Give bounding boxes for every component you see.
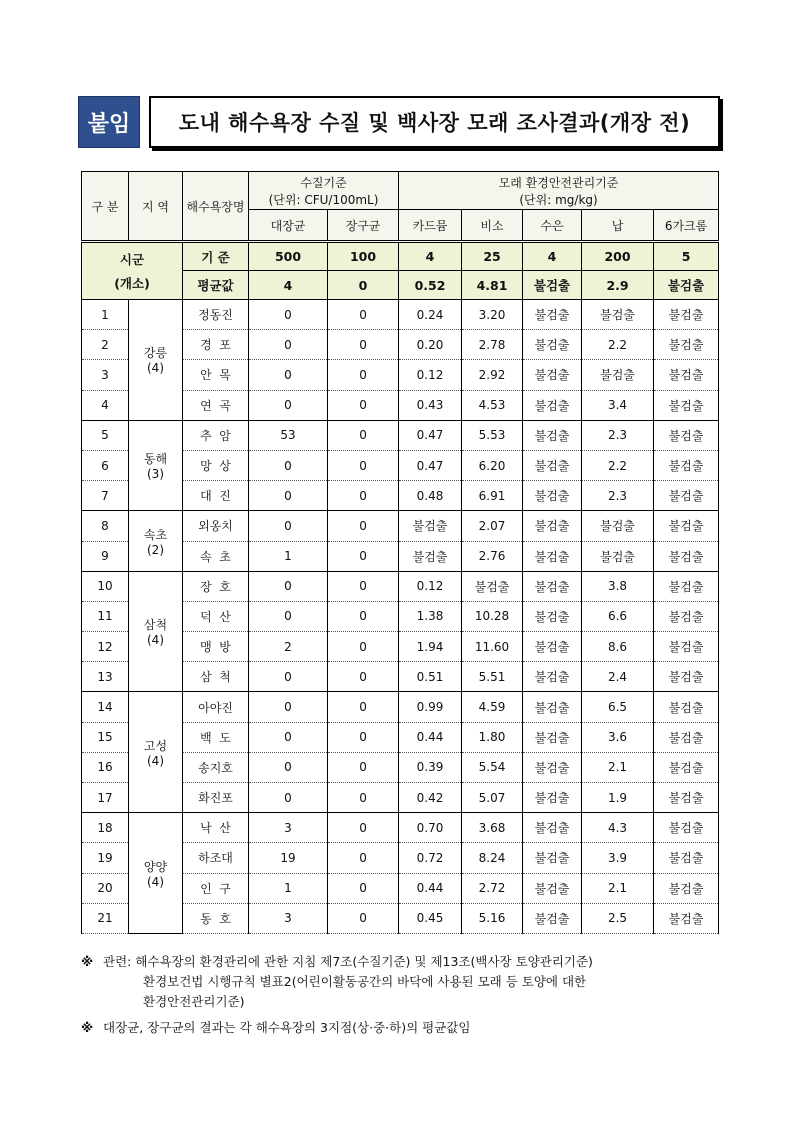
footnotes: [81, 952, 721, 1038]
row-value: 불검출: [523, 360, 582, 390]
row-no: 10: [82, 571, 129, 601]
row-value: 0: [328, 632, 399, 662]
row-value: 6.6: [582, 601, 654, 631]
header-col: 장구균: [328, 210, 399, 242]
row-no: 6: [82, 450, 129, 480]
beach-name: 연 곡: [183, 390, 249, 420]
region-name: 강릉: [143, 346, 168, 361]
row-value: 불검출: [523, 752, 582, 782]
row-value: 불검출: [582, 541, 654, 571]
row-no: 3: [82, 360, 129, 390]
footnote-1-line2: 환경보건법 시행규칙 별표2(어린이활동공간의 바닥에 사용된 모래 등 토양에 대한: [143, 974, 587, 989]
row-value: 불검출: [654, 662, 719, 692]
average-value: 4: [249, 271, 328, 300]
standard-value: 25: [462, 242, 523, 271]
row-value: 0.47: [399, 450, 462, 480]
row-value: 5.51: [462, 662, 523, 692]
row-value: 불검출: [654, 813, 719, 843]
row-value: 불검출: [654, 843, 719, 873]
row-value: 불검출: [654, 541, 719, 571]
row-value: 불검출: [523, 300, 582, 330]
region-cell: [129, 692, 183, 813]
beach-name: 인 구: [183, 873, 249, 903]
header-beach: 해수욕장명: [183, 172, 249, 242]
row-value: 2.3: [582, 420, 654, 450]
row-value: 불검출: [523, 450, 582, 480]
row-value: 0: [328, 541, 399, 571]
row-no: 7: [82, 481, 129, 511]
average-value: 불검출: [654, 271, 719, 300]
row-value: 불검출: [523, 420, 582, 450]
row-value: 6.20: [462, 450, 523, 480]
table-row: [82, 571, 719, 601]
row-value: 2.2: [582, 450, 654, 480]
row-value: 0: [328, 813, 399, 843]
row-value: 0.12: [399, 360, 462, 390]
footnote-2: [81, 1018, 721, 1038]
row-value: 0: [328, 390, 399, 420]
row-value: 0: [328, 481, 399, 511]
header-col: 납: [582, 210, 654, 242]
row-value: 6.5: [582, 692, 654, 722]
region-count: (4): [147, 753, 164, 768]
row-value: 2.1: [582, 873, 654, 903]
row-no: 21: [82, 903, 129, 933]
beach-name: 낙 산: [183, 813, 249, 843]
row-value: 2.1: [582, 752, 654, 782]
standard-value: 5: [654, 242, 719, 271]
row-value: 8.24: [462, 843, 523, 873]
header-no: 구 분: [82, 172, 129, 242]
row-value: 3.6: [582, 722, 654, 752]
table-row: [82, 300, 719, 330]
row-value: 0: [249, 783, 328, 813]
standard-value: 100: [328, 242, 399, 271]
row-value: 0: [249, 390, 328, 420]
row-value: 0.44: [399, 722, 462, 752]
beach-name: 덕 산: [183, 601, 249, 631]
row-value: 11.60: [462, 632, 523, 662]
row-value: 불검출: [399, 511, 462, 541]
row-value: 0.44: [399, 873, 462, 903]
row-value: 불검출: [654, 722, 719, 752]
row-value: 불검출: [654, 632, 719, 662]
row-value: 2.76: [462, 541, 523, 571]
table-row: [82, 813, 719, 843]
row-value: 2.4: [582, 662, 654, 692]
header-col: 비소: [462, 210, 523, 242]
row-value: 불검출: [654, 873, 719, 903]
row-no: 12: [82, 632, 129, 662]
footnote-1-line3: 환경안전관리기준): [143, 994, 245, 1009]
beach-name: 경 포: [183, 330, 249, 360]
average-value: 0.52: [399, 271, 462, 300]
row-value: 0: [249, 722, 328, 752]
row-value: 불검출: [654, 390, 719, 420]
row-value: 2.5: [582, 903, 654, 933]
table-row: [82, 511, 719, 541]
standard-label: 기 준: [183, 242, 249, 271]
row-value: 불검출: [654, 300, 719, 330]
row-value: 불검출: [523, 481, 582, 511]
beach-name: 안 목: [183, 360, 249, 390]
region-name: 고성: [143, 738, 168, 753]
water-group-title: 수질기준: [300, 175, 347, 190]
row-value: 0: [249, 752, 328, 782]
row-no: 8: [82, 511, 129, 541]
region-cell: [129, 300, 183, 421]
row-value: 0.42: [399, 783, 462, 813]
region-count: (4): [147, 874, 164, 889]
row-value: 0.20: [399, 330, 462, 360]
beach-name: 송지호: [183, 752, 249, 782]
beach-name: 정동진: [183, 300, 249, 330]
region-name: 속초: [143, 527, 168, 542]
sand-group-title: 모래 환경안전관리기준: [498, 175, 619, 190]
row-value: 불검출: [523, 843, 582, 873]
row-value: 0.24: [399, 300, 462, 330]
row-no: 20: [82, 873, 129, 903]
row-value: 불검출: [523, 692, 582, 722]
row-value: 4.3: [582, 813, 654, 843]
row-no: 15: [82, 722, 129, 752]
row-no: 19: [82, 843, 129, 873]
row-value: 0: [328, 571, 399, 601]
region-count: (2): [147, 542, 164, 557]
attachment-tag: 붙임: [78, 96, 140, 148]
row-value: 0.39: [399, 752, 462, 782]
row-value: 0: [328, 662, 399, 692]
header-col: 수은: [523, 210, 582, 242]
row-value: 불검출: [654, 783, 719, 813]
row-no: 5: [82, 420, 129, 450]
row-value: 5.53: [462, 420, 523, 450]
note-mark: ※: [81, 954, 94, 969]
header-col: 6가크롬: [654, 210, 719, 242]
average-value: 0: [328, 271, 399, 300]
beach-name: 대 진: [183, 481, 249, 511]
region-name: 삼척: [143, 618, 168, 633]
region-cell: [129, 813, 183, 934]
row-value: 2.07: [462, 511, 523, 541]
row-value: 불검출: [523, 330, 582, 360]
beach-name: 맹 방: [183, 632, 249, 662]
row-value: 3: [249, 903, 328, 933]
row-value: 0.51: [399, 662, 462, 692]
region-count: (4): [147, 633, 164, 648]
row-value: 불검출: [654, 330, 719, 360]
beach-name: 아야진: [183, 692, 249, 722]
region-cell: [129, 571, 183, 692]
row-value: 1: [249, 541, 328, 571]
row-value: 0: [249, 662, 328, 692]
row-no: 1: [82, 300, 129, 330]
row-value: 0: [328, 722, 399, 752]
region-name: 동해: [143, 452, 168, 467]
row-value: 2.92: [462, 360, 523, 390]
row-value: 0: [328, 903, 399, 933]
row-value: 6.91: [462, 481, 523, 511]
average-value: 4.81: [462, 271, 523, 300]
row-value: 0.48: [399, 481, 462, 511]
row-value: 0.99: [399, 692, 462, 722]
row-value: 0: [328, 420, 399, 450]
row-value: 불검출: [523, 541, 582, 571]
row-value: 불검출: [523, 873, 582, 903]
row-no: 2: [82, 330, 129, 360]
row-value: 불검출: [654, 450, 719, 480]
row-value: 2.72: [462, 873, 523, 903]
row-value: 0: [328, 752, 399, 782]
table-row: [82, 692, 719, 722]
water-group-unit: (단위: CFU/100mL): [268, 192, 379, 207]
row-value: 2.3: [582, 481, 654, 511]
footnote-2-text: 대장균, 장구균의 결과는 각 해수욕장의 3지점(상·중·하)의 평균값임: [103, 1020, 471, 1035]
row-value: 3.9: [582, 843, 654, 873]
region-count: (3): [147, 467, 164, 482]
row-no: 13: [82, 662, 129, 692]
row-value: 5.16: [462, 903, 523, 933]
row-value: 0.45: [399, 903, 462, 933]
summary-label: [82, 242, 183, 300]
row-value: 3: [249, 813, 328, 843]
footnote-1-line1: 관련: 해수욕장의 환경관리에 관한 지침 제7조(수질기준) 및 제13조(백사장 토양관리기준): [103, 954, 593, 969]
summary-label-bottom: (개소): [114, 276, 150, 291]
row-value: 0: [328, 300, 399, 330]
row-value: 0: [328, 450, 399, 480]
summary-label-top: 시군: [119, 252, 145, 267]
row-value: 1.94: [399, 632, 462, 662]
header-water-group: [249, 172, 399, 210]
row-value: 0: [328, 601, 399, 631]
row-value: 0: [249, 601, 328, 631]
row-value: 불검출: [582, 360, 654, 390]
row-value: 10.28: [462, 601, 523, 631]
row-value: 불검출: [654, 420, 719, 450]
average-label: 평균값: [183, 271, 249, 300]
standard-value: 4: [523, 242, 582, 271]
beach-name: 화진포: [183, 783, 249, 813]
average-value: 2.9: [582, 271, 654, 300]
row-value: 2.2: [582, 330, 654, 360]
row-value: 19: [249, 843, 328, 873]
row-value: 1.38: [399, 601, 462, 631]
row-value: 0: [249, 330, 328, 360]
row-value: 불검출: [523, 390, 582, 420]
row-value: 5.07: [462, 783, 523, 813]
row-value: 0.12: [399, 571, 462, 601]
beach-name: 백 도: [183, 722, 249, 752]
row-no: 9: [82, 541, 129, 571]
row-value: 1: [249, 873, 328, 903]
row-value: 불검출: [654, 903, 719, 933]
beach-name: 하조대: [183, 843, 249, 873]
row-value: 불검출: [654, 752, 719, 782]
row-no: 18: [82, 813, 129, 843]
row-value: 불검출: [523, 903, 582, 933]
row-value: 5.54: [462, 752, 523, 782]
row-no: 11: [82, 601, 129, 631]
row-value: 0: [249, 450, 328, 480]
row-value: 0: [249, 571, 328, 601]
row-value: 불검출: [523, 511, 582, 541]
row-value: 불검출: [523, 571, 582, 601]
row-value: 불검출: [582, 300, 654, 330]
row-value: 불검출: [654, 360, 719, 390]
row-value: 불검출: [523, 601, 582, 631]
header-region: 지 역: [129, 172, 183, 242]
row-value: 불검출: [399, 541, 462, 571]
standard-value: 500: [249, 242, 328, 271]
row-value: 0: [328, 783, 399, 813]
sand-group-unit: (단위: mg/kg): [519, 192, 598, 207]
header-col: 카드뮴: [399, 210, 462, 242]
row-no: 4: [82, 390, 129, 420]
beach-name: 삼 척: [183, 662, 249, 692]
average-value: 불검출: [523, 271, 582, 300]
row-value: 0: [249, 692, 328, 722]
region-count: (4): [147, 361, 164, 376]
header-col: 대장균: [249, 210, 328, 242]
row-no: 17: [82, 783, 129, 813]
row-value: 불검출: [582, 511, 654, 541]
row-value: 0: [328, 511, 399, 541]
row-value: 0.72: [399, 843, 462, 873]
row-value: 불검출: [654, 692, 719, 722]
row-value: 불검출: [654, 481, 719, 511]
page-title: 도내 해수욕장 수질 및 백사장 모래 조사결과(개장 전): [149, 96, 720, 148]
row-value: 0: [249, 300, 328, 330]
row-value: 53: [249, 420, 328, 450]
row-value: 0.47: [399, 420, 462, 450]
row-value: 0.43: [399, 390, 462, 420]
row-value: 1.80: [462, 722, 523, 752]
row-value: 4.53: [462, 390, 523, 420]
row-value: 0: [328, 873, 399, 903]
row-value: 8.6: [582, 632, 654, 662]
beach-name: 추 암: [183, 420, 249, 450]
beach-name: 망 상: [183, 450, 249, 480]
row-value: 불검출: [462, 571, 523, 601]
row-value: 4.59: [462, 692, 523, 722]
footnote-1: [81, 952, 721, 972]
row-value: 3.68: [462, 813, 523, 843]
row-value: 3.8: [582, 571, 654, 601]
note-mark: ※: [81, 1020, 94, 1035]
row-value: 3.20: [462, 300, 523, 330]
row-value: 불검출: [654, 601, 719, 631]
row-value: 1.9: [582, 783, 654, 813]
row-value: 불검출: [654, 571, 719, 601]
row-value: 2: [249, 632, 328, 662]
row-value: 0: [249, 360, 328, 390]
row-value: 3.4: [582, 390, 654, 420]
page-header: [78, 96, 720, 148]
row-value: 0: [249, 481, 328, 511]
standard-value: 200: [582, 242, 654, 271]
beach-name: 동 호: [183, 903, 249, 933]
standard-value: 4: [399, 242, 462, 271]
beach-name: 외옹치: [183, 511, 249, 541]
row-value: 0: [328, 360, 399, 390]
row-value: 불검출: [654, 511, 719, 541]
results-table: [81, 171, 719, 934]
region-cell: [129, 511, 183, 571]
table-row: [82, 420, 719, 450]
row-value: 불검출: [523, 783, 582, 813]
region-name: 양양: [143, 859, 168, 874]
row-value: 0.70: [399, 813, 462, 843]
row-value: 2.78: [462, 330, 523, 360]
row-value: 불검출: [523, 662, 582, 692]
row-value: 0: [328, 692, 399, 722]
row-no: 14: [82, 692, 129, 722]
beach-name: 속 초: [183, 541, 249, 571]
row-value: 불검출: [523, 632, 582, 662]
row-value: 0: [328, 843, 399, 873]
header-sand-group: [399, 172, 719, 210]
row-value: 0: [249, 511, 328, 541]
region-cell: [129, 420, 183, 511]
row-value: 불검출: [523, 813, 582, 843]
row-value: 0: [328, 330, 399, 360]
row-no: 16: [82, 752, 129, 782]
row-value: 불검출: [523, 722, 582, 752]
beach-name: 장 호: [183, 571, 249, 601]
